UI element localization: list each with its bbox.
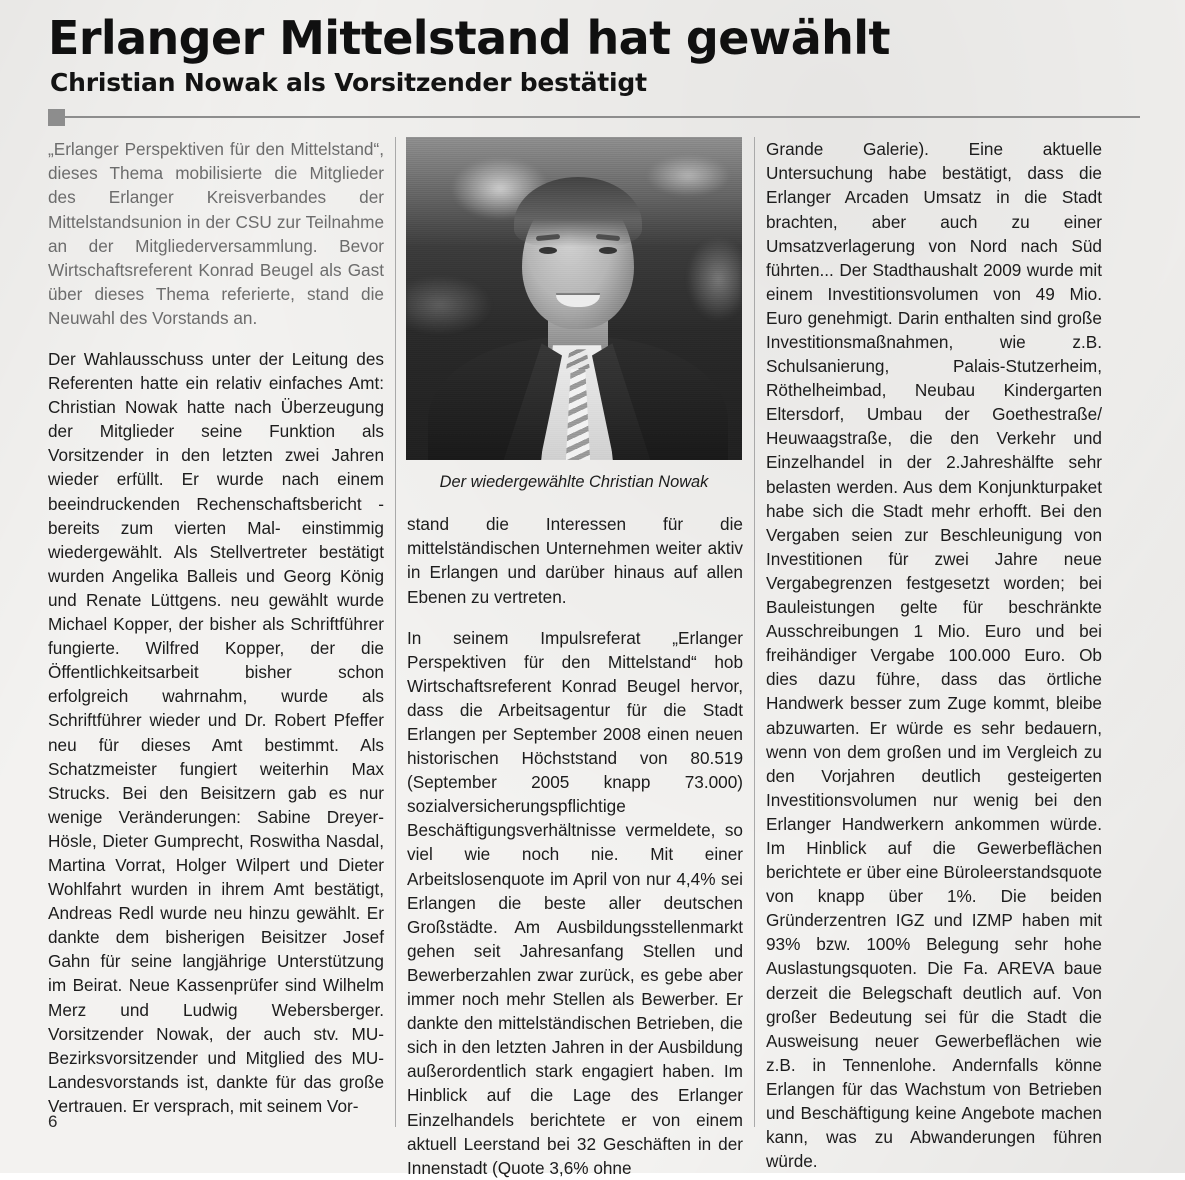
article-column-1 [48, 137, 384, 1137]
article-container [48, 8, 1140, 1178]
paragraph: stand die Interessen für die mittelständischen Unternehmen weiter aktiv in Erlangen und darüber hinaus auf allen Ebenen zu vertreten. [407, 514, 743, 607]
page-subtitle: Christian Nowak als Vorsitzender bestätigt [50, 67, 647, 97]
article-photo-block [406, 137, 742, 492]
page-title: Erlanger Mittelstand hat gewählt [48, 11, 890, 65]
lead-paragraph: „Erlanger Perspektiven für den Mittelstand“, dieses Thema mobilisierte die Mitglieder des Erlanger Kreisverbandes der Mittelstandsunion in der CSU zur Teilnahme an der Mitgliederversammlung. Bevor Wirtschaftsreferent Konrad Beugel als Gast über dieses Thema referierte, stand die Neuwahl des Vorstands an. [48, 139, 384, 328]
photo-scan-grain [406, 137, 742, 460]
column-divider [395, 137, 396, 1127]
photo-caption: Der wiedergewählte Christian Nowak [439, 473, 709, 492]
page-number: 6 [48, 1112, 58, 1131]
article-column-3 [766, 137, 1102, 1172]
article-columns [48, 137, 1140, 1178]
column-divider [754, 137, 755, 1127]
paragraph: In seinem Impulsreferat „Erlanger Perspektiven für den Mittelstand“ hob Wirtschaftsreferent Konrad Beugel hervor, dass die Arbeitsagentur für die Stadt Erlangen per September 2008 einen neuen historischen Höchststand von 80.519 (September 2005 knapp 73.000) sozialversicherungspflichtige Beschäftigungsverhältnisse vermeldete, so viel wie noch nie. Mit einer Arbeitslosenquote im April von nur 4,4% sei Erlangen die beste aller deutschen Großstädte. Am Ausbildungsstellenmarkt gehen seit Jahresanfang Stellen und Bewerberzahlen zwar zurück, es gebe aber immer noch mehr Stellen als Bewerber. Er dankte den mittelständischen Betrieben, die sich in den letzten Jahren in der Ausbildung außerordentlich stark engagiert haben. Im Hinblick auf die Lage des Erlanger Einzelhandels berichtete er von einem aktuell Leerstand bei 32 Geschäften in der Innenstadt (Quote 3,6% ohne [407, 627, 743, 1178]
paragraph: Der Wahlausschuss unter der Leitung des Referenten hatte ein relativ einfaches Amt: Christian Nowak hatte nach Überzeugung der Mitglieder seine Funktion als Vorsitzender in den letzten zwei Jahren wieder erfüllt. Er wurde nach einem beeindruckenden Rechenschaftsbericht -bereits zum vierten Mal- einstimmig wiedergewählt. Als Stellvertreter bestätigt wurden Angelika Balleis und Georg König und Renate Lüttgens. neu gewählt wurde Michael Kopper, der bisher als Schriftführer fungierte. Wilfred Kopper, der die Öffentlichkeitsarbeit bisher schon erfolgreich wahrnahm, wurde als Schriftführer wieder und Dr. Robert Pfeffer neu für dieses Amt bestimmt. Als Schatzmeister fungiert weiterhin Max Strucks. Bei den Beisitzern gab es nur wenige Veränderungen: Sabine Dreyer-Hösle, Dieter Gumprecht, Roswitha Nasdal, Martina Vorrat, Holger Wilpert und Dieter Wohlfahrt wurden in ihrem Amt bestätigt, Andreas Redl wurde neu hinzu gewählt. Er dankte dem bisherigen Beisitzer Josef Gahn für seine langjährige Unterstützung im Beirat. Neue Kassenprüfer sind Wilhelm Merz und Ludwig Webersberger. Vorsitzender Nowak, der auch stv. MU-Bezirksvorsitzender und Mitglied des MU-Landesvorstands ist, dankte für das große Vertrauen. Er versprach, mit seinem Vor- [48, 349, 384, 1116]
rule-square-marker [48, 109, 65, 126]
portrait-photo [406, 137, 742, 460]
paragraph: Grande Galerie). Eine aktuelle Untersuchung habe bestätigt, dass die Erlanger Arcaden Umsatz in die Stadt brachten, aber auch zu einer Umsatzverlagerung von Nord nach Süd führten... Der Stadthaushalt 2009 wurde mit einem Investitionsvolumen von 49 Mio. Euro genehmigt. Darin enthalten sind große Investitionsmaßnahmen, wie z.B. Schulsanierung, Palais-Stutzerheim, Röthelheimbad, Neubau Kindergarten Eltersdorf, Umbau der Goethestraße/ Heuwaagstraße, die den Verkehr und Einzelhandel in der 2.Jahreshälfte sehr belasten werden. Aus dem Konjunkturpaket habe sich die Stadt mehr erhofft. Bei den Vergaben seien zur Beschleunigung von Investitionen für zwei Jahre neue Vergabegrenzen festgesetzt worden; bei Bauleistungen gelte für beschränkte Ausschreibungen 1 Mio. Euro und bei freihändiger Vergabe 100.000 Euro. Ob dies dazu führe, dass das örtliche Handwerk besser zum Zuge kommt, bleibe abzuwarten. Er würde es sehr bedauern, wenn von dem großen und im Vergleich zu den Vorjahren deutlich gesteigerten Investitionsvolumen nur wenig bei den Erlanger Handwerkern ankommen würde. Im Hinblick auf die Gewerbeflächen berichtete er über eine Büroleerstandsquote von knapp über 1%. Die beiden Gründerzentren IGZ und IZMP haben mit 93% bzw. 100% Belegung sehr hohe Auslastungsquoten. Die Fa. AREVA baue derzeit die Belegschaft deutlich auf. Von großer Bedeutung sei für die Stadt die Ausweisung neuer Gewerbeflächen wie z.B. in Tennenlohe. Andernfalls könne Erlangen für das Wachstum von Betrieben und Beschäftigung keine Angebote machen kann, was zu Abwanderungen führen würde. [766, 139, 1102, 1172]
rule-line [65, 116, 1140, 118]
header-rule [48, 109, 1140, 125]
